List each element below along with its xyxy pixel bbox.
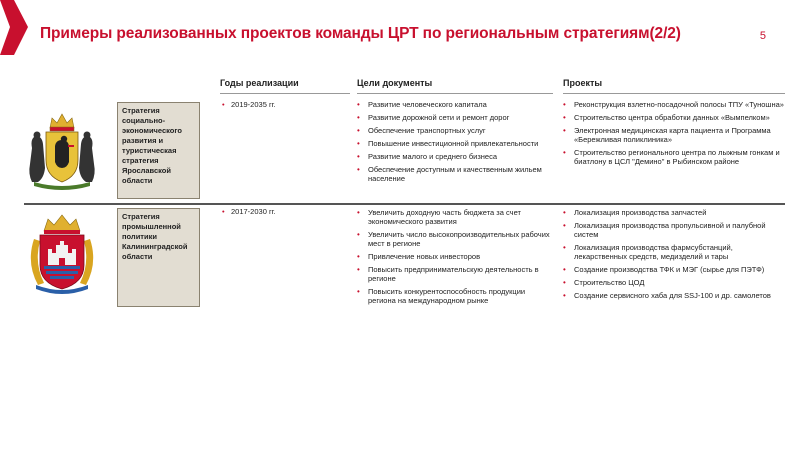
strategy-box: Стратегия социально-экономического развития и туристическая стратегия Ярославской области <box>117 102 200 199</box>
goal-item: • Повышение инвестиционной привлекательности <box>357 139 553 148</box>
goal-item: • Увеличить число высокопроизводительных рабочих мест в регионе <box>357 230 553 248</box>
column-header-years: Годы реализации <box>220 78 299 88</box>
column-header-projects: Проекты <box>563 78 603 88</box>
page-number: 5 <box>759 30 766 42</box>
goal-item: • Увеличить доходную часть бюджета за счет экономического развития <box>357 208 553 226</box>
header-rule <box>357 93 553 94</box>
goal-item: • Развитие дорожной сети и ремонт дорог <box>357 113 553 122</box>
strategy-box: Стратегия промышленной политики Калининградской области <box>117 208 200 307</box>
kaliningrad-coat-of-arms-icon <box>24 213 100 295</box>
row-divider <box>24 203 785 205</box>
project-item: • Строительство ЦОД <box>563 278 785 287</box>
projects-list <box>563 208 785 304</box>
column-header-goals: Цели документы <box>357 78 433 88</box>
project-item: • Локализация производства запчастей <box>563 208 785 217</box>
brand-accent-shape <box>0 0 30 55</box>
goal-item: • Развитие человеческого капитала <box>357 100 553 109</box>
implementation-years: • 2017-2030 гг. <box>222 207 276 216</box>
project-item: • Реконструкция взлетно-посадочной полосы ТПУ «Туношна» <box>563 100 785 109</box>
goal-item: • Обеспечение транспортных услуг <box>357 126 553 135</box>
project-item: • Строительство центра обработки данных «Вымпелком» <box>563 113 785 122</box>
goal-item: • Развитие малого и среднего бизнеса <box>357 152 553 161</box>
goal-item: • Повысить предпринимательскую деятельность в регионе <box>357 265 553 283</box>
project-item: • Создание производства ТФК и МЭГ (сырье для ПЭТФ) <box>563 265 785 274</box>
goal-item: • Повысить конкурентоспособность продукции региона на международном рынке <box>357 287 553 305</box>
project-item: • Локализация производства пропульсивной и палубной систем <box>563 221 785 239</box>
header-rule <box>563 93 785 94</box>
goal-item: • Привлечение новых инвесторов <box>357 252 553 261</box>
page-title: Примеры реализованных проектов команды ЦРТ по региональным стратегиям(2/2) <box>40 25 681 42</box>
project-item: • Локализация производства фармсубстанций, лекарственных средств, медизделий и тары <box>563 243 785 261</box>
implementation-years: • 2019-2035 гг. <box>222 100 276 109</box>
project-item: • Создание сервисного хаба для SSJ-100 и др. самолетов <box>563 291 785 300</box>
project-item: • Строительство регионального центра по лыжным гонкам и биатлону в ЦСЛ "Демино" в Рыбинском районе <box>563 148 785 166</box>
project-item: • Электронная медицинская карта пациента и Программа «Бережливая поликлиника» <box>563 126 785 144</box>
goals-list <box>357 208 553 309</box>
header-rule <box>220 93 350 94</box>
goals-list <box>357 100 553 187</box>
yaroslavl-coat-of-arms-icon <box>24 108 100 190</box>
projects-list <box>563 100 785 170</box>
goal-item: • Обеспечение доступным и качественным жильем население <box>357 165 553 183</box>
